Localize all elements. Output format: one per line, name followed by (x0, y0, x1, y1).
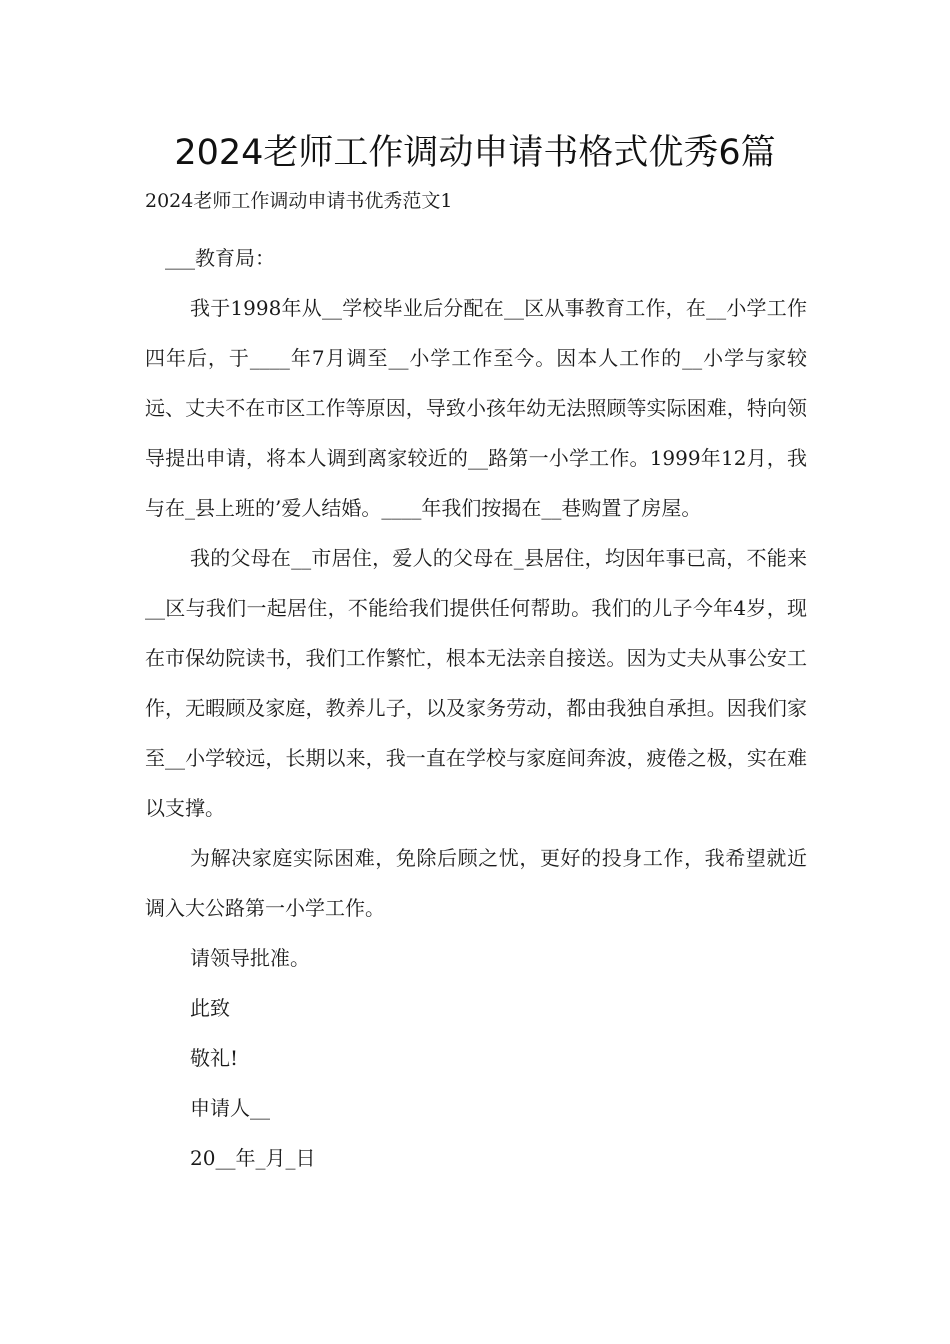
document-subtitle: 2024老师工作调动申请书优秀范文1 (145, 190, 453, 212)
document-title: 2024老师工作调动申请书格式优秀6篇 (174, 133, 776, 173)
letter-salutation: ___教育局： (165, 246, 275, 270)
letter-applicant: 申请人__ (190, 1096, 270, 1120)
letter-paragraph-2: 我的父母在__市居住，爱人的父母在_县居住，均因年事已高，不能来__区与我们一起居住，不能给我们提供任何帮助。我们的儿子今年4岁，现在市保幼院读书，我们工作繁忙，根本无法亲自接送。因为丈夫从事公安工作，无暇顾及家庭，教养儿子，以及家务劳动，都由我独自承担。因我们家至__小学较远，长期以来，我一直在学校与家庭间奔波，疲倦之极，实在难以支撑。 (145, 546, 807, 820)
letter-closing-1: 此致 (190, 996, 230, 1020)
letter-closing-2: 敬礼! (190, 1046, 239, 1070)
letter-request: 请领导批准。 (190, 946, 310, 970)
letter-date: 20__年_月_日 (190, 1146, 316, 1170)
letter-paragraph-3: 为解决家庭实际困难，免除后顾之忧，更好的投身工作，我希望就近调入大公路第一小学工作。 (145, 846, 807, 920)
letter-paragraph-1: 我于1998年从__学校毕业后分配在__区从事教育工作，在__小学工作四年后，于____年7月调至__小学工作至今。因本人工作的__小学与家较远、丈夫不在市区工作等原因，导致小孩年幼无法照顾等实际困难，特向领导提出申请，将本人调到离家较近的__路第一小学工作。1999年12月，我与在_县上班的’爱人结婚。____年我们按揭在__巷购置了房屋。 (145, 296, 807, 520)
letter-body (145, 233, 807, 1183)
